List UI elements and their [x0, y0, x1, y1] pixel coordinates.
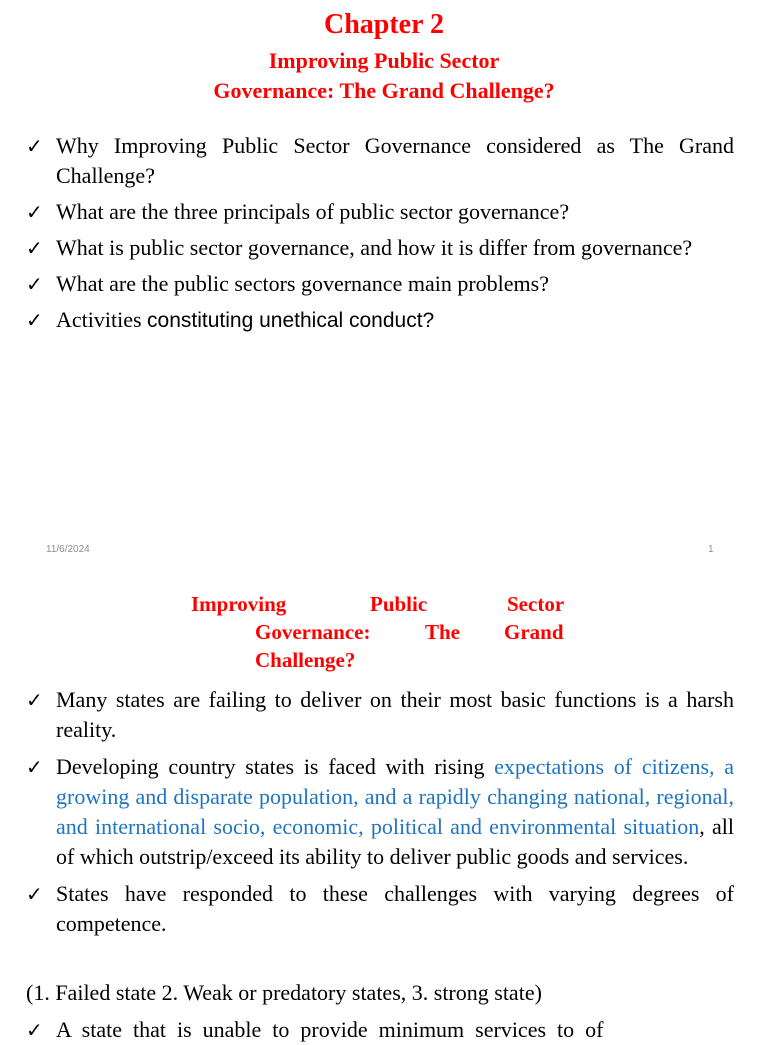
- checkmark-icon: ✓: [26, 272, 43, 296]
- list-item: [26, 131, 734, 191]
- title-word: Sector: [507, 592, 565, 616]
- chapter-heading: Chapter 2: [323, 9, 445, 40]
- list-item-text: What is public sector governance, and how it is differ from governance?: [56, 235, 693, 260]
- checkmark-icon: ✓: [26, 755, 43, 779]
- slide-2: [0, 575, 768, 1042]
- checkmark-icon: ✓: [26, 200, 43, 224]
- slide-title: [0, 46, 768, 106]
- title-word: Governance:: [255, 620, 371, 644]
- checkmark-icon: ✓: [26, 236, 43, 260]
- list-item: [26, 305, 734, 336]
- checkmark-icon: ✓: [26, 1018, 43, 1042]
- content-list: [26, 685, 734, 939]
- content-list-cont: [26, 1015, 734, 1045]
- checkmark-icon: ✓: [26, 688, 43, 712]
- list-item: [26, 685, 734, 745]
- checkmark-icon: ✓: [26, 134, 43, 158]
- slide-title-line-1: Improving Public Sector: [268, 48, 500, 73]
- list-item-text-pre: Developing country states is faced with rising: [56, 754, 495, 779]
- list-item-text-post: , all of which outstrip/exceed its ability to deliver public goods and services.: [56, 814, 734, 869]
- checkmark-icon: ✓: [26, 308, 43, 332]
- list-item: [26, 879, 734, 939]
- slide-number: 1: [708, 544, 714, 555]
- title-word: Public: [370, 592, 428, 616]
- state-types-line: (1. Failed state 2. Weak or predatory states, 3. strong state): [26, 980, 542, 1005]
- list-item-text-highlight: expectations of citizens, a growing and disparate population, and a rapidly changing national, regional, and international socio, economic, political and environmental situation: [56, 754, 734, 839]
- list-item: [26, 233, 734, 263]
- list-item-text-rest: constituting unethical conduct?: [147, 309, 435, 332]
- question-list: [26, 131, 734, 336]
- checkmark-icon: ✓: [26, 882, 43, 906]
- list-item: [26, 197, 734, 227]
- list-item-text: Many states are failing to deliver on their most basic functions is a harsh reality.: [56, 687, 734, 742]
- list-item-text: A state that is unable to provide minimum services to of: [56, 1017, 604, 1042]
- title-word: Challenge?: [255, 648, 356, 672]
- list-item-text: What are the public sectors governance main problems?: [56, 271, 549, 296]
- title-word: Improving: [191, 592, 287, 616]
- title-word: The: [425, 620, 461, 644]
- list-item: [26, 1015, 734, 1045]
- list-item-text: What are the three principals of public sector governance?: [56, 199, 570, 224]
- list-item-text-prefix: Activities: [56, 307, 148, 332]
- list-item: [26, 752, 734, 872]
- list-item-text: States have responded to these challenges with varying degrees of competence.: [56, 881, 734, 936]
- list-item: [26, 269, 734, 299]
- slide-title-line-2: Governance: The Grand Challenge?: [213, 78, 555, 103]
- slide-date: 11/6/2024: [46, 544, 90, 555]
- list-item-text: Why Improving Public Sector Governance considered as The Grand Challenge?: [56, 133, 734, 188]
- title-word: Grand: [504, 620, 564, 644]
